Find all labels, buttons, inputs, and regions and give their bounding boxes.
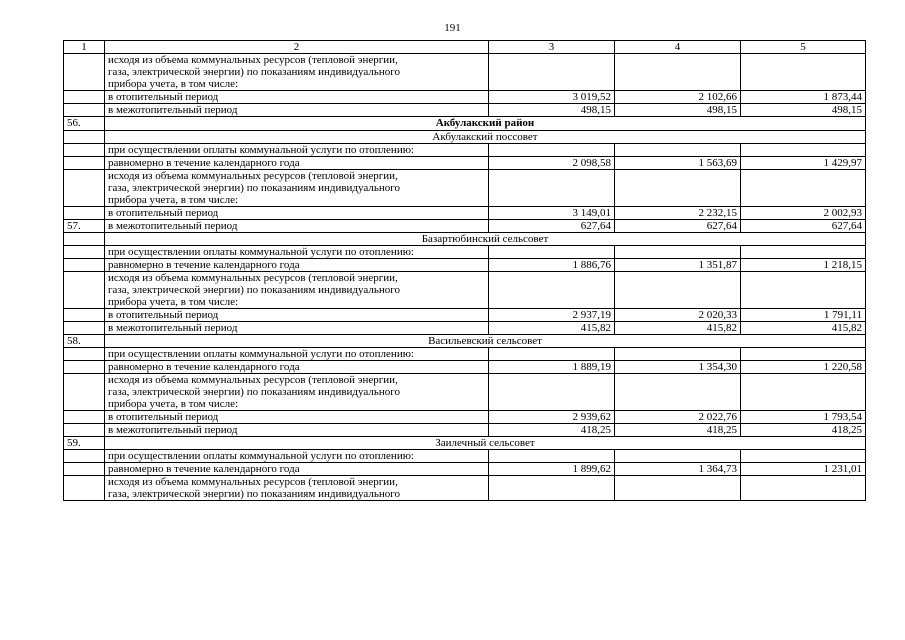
description-row (64, 54, 866, 91)
description-row (64, 476, 866, 501)
value-col-3: 1 899,62 (489, 463, 615, 476)
value-col-3: 415,82 (489, 322, 615, 335)
row-description (105, 348, 489, 361)
description-line: прибора учета, в том числе: (108, 398, 239, 410)
row-number (64, 322, 105, 335)
row-number (64, 272, 105, 309)
value-col-4: 1 351,87 (615, 259, 741, 272)
value-col-4: 498,15 (615, 104, 741, 117)
row-number: 56. (64, 117, 105, 131)
data-row (64, 220, 866, 233)
description-line: газа, электрической энергии) по показаниям индивидуального (108, 182, 400, 194)
empty-cell (489, 54, 615, 91)
column-header: 3 (489, 41, 615, 54)
description-row (64, 144, 866, 157)
value-col-4: 1 563,69 (615, 157, 741, 170)
value-col-3: 1 889,19 (489, 361, 615, 374)
value-col-4: 418,25 (615, 424, 741, 437)
data-row (64, 157, 866, 170)
empty-cell (615, 170, 741, 207)
description-line: газа, электрической энергии) по показаниям индивидуального (108, 284, 400, 296)
empty-cell (615, 348, 741, 361)
row-number (64, 424, 105, 437)
description-row (64, 374, 866, 411)
row-number (64, 259, 105, 272)
description-row (64, 170, 866, 207)
value-col-5: 1 429,97 (741, 157, 866, 170)
row-number (64, 476, 105, 501)
row-label: равномерно в течение календарного года (105, 259, 489, 272)
row-number (64, 348, 105, 361)
description-row (64, 246, 866, 259)
row-label: равномерно в течение календарного года (105, 463, 489, 476)
row-label: равномерно в течение календарного года (105, 157, 489, 170)
description-line: исходя из объема коммунальных ресурсов (тепловой энергии, (108, 374, 398, 386)
value-col-3: 418,25 (489, 424, 615, 437)
column-header: 5 (741, 41, 866, 54)
empty-cell (489, 144, 615, 157)
value-col-3: 3 019,52 (489, 91, 615, 104)
row-number (64, 144, 105, 157)
description-line: при осуществлении оплаты коммунальной услуги по отоплению: (108, 246, 414, 258)
row-number (64, 374, 105, 411)
empty-cell (741, 348, 866, 361)
column-header-row (64, 41, 866, 54)
column-header: 2 (105, 41, 489, 54)
value-col-5: 1 231,01 (741, 463, 866, 476)
empty-cell (615, 374, 741, 411)
description-line: газа, электрической энергии) по показаниям индивидуального (108, 386, 400, 398)
row-number: 57. (64, 220, 105, 233)
row-description (105, 450, 489, 463)
council-row (64, 335, 866, 348)
empty-cell (615, 54, 741, 91)
row-number (64, 157, 105, 170)
row-number: 59. (64, 437, 105, 450)
row-number (64, 170, 105, 207)
row-description (105, 170, 489, 207)
row-label: равномерно в течение календарного года (105, 361, 489, 374)
row-number (64, 207, 105, 220)
empty-cell (489, 374, 615, 411)
row-number (64, 54, 105, 91)
council-title: Базартюбинский сельсовет (105, 233, 866, 246)
value-col-5: 627,64 (741, 220, 866, 233)
row-number (64, 131, 105, 144)
empty-cell (489, 246, 615, 259)
row-description (105, 54, 489, 91)
value-col-4: 1 364,73 (615, 463, 741, 476)
description-line: при осуществлении оплаты коммунальной услуги по отоплению: (108, 348, 414, 360)
data-row (64, 309, 866, 322)
empty-cell (615, 144, 741, 157)
page-number: 191 (444, 22, 461, 34)
value-col-3: 2 098,58 (489, 157, 615, 170)
value-col-5: 2 002,93 (741, 207, 866, 220)
tariff-table (63, 40, 866, 501)
value-col-4: 1 354,30 (615, 361, 741, 374)
value-col-4: 2 102,66 (615, 91, 741, 104)
value-col-3: 2 939,62 (489, 411, 615, 424)
council-title: Васильевский сельсовет (105, 335, 866, 348)
council-row (64, 131, 866, 144)
description-line: при осуществлении оплаты коммунальной услуги по отоплению: (108, 450, 414, 462)
description-row (64, 272, 866, 309)
description-line: исходя из объема коммунальных ресурсов (тепловой энергии, (108, 170, 398, 182)
data-row (64, 361, 866, 374)
row-description (105, 144, 489, 157)
description-line: прибора учета, в том числе: (108, 78, 239, 90)
row-label: в межотопительный период (105, 424, 489, 437)
column-header: 1 (64, 41, 105, 54)
description-line: газа, электрической энергии) по показаниям индивидуального (108, 488, 400, 500)
column-header: 4 (615, 41, 741, 54)
row-description (105, 374, 489, 411)
value-col-3: 498,15 (489, 104, 615, 117)
row-description (105, 272, 489, 309)
data-row (64, 424, 866, 437)
row-label: в отопительный период (105, 309, 489, 322)
empty-cell (741, 476, 866, 501)
data-row (64, 91, 866, 104)
empty-cell (615, 476, 741, 501)
row-number (64, 411, 105, 424)
district-title: Акбулакский район (105, 117, 866, 131)
value-col-5: 1 793,54 (741, 411, 866, 424)
empty-cell (741, 246, 866, 259)
row-label: в отопительный период (105, 91, 489, 104)
empty-cell (489, 272, 615, 309)
value-col-3: 3 149,01 (489, 207, 615, 220)
empty-cell (741, 170, 866, 207)
value-col-5: 1 218,15 (741, 259, 866, 272)
row-description (105, 476, 489, 501)
value-col-4: 2 020,33 (615, 309, 741, 322)
value-col-5: 1 873,44 (741, 91, 866, 104)
description-row (64, 450, 866, 463)
row-description (105, 246, 489, 259)
district-row (64, 117, 866, 131)
empty-cell (489, 170, 615, 207)
description-line: исходя из объема коммунальных ресурсов (тепловой энергии, (108, 476, 398, 488)
value-col-5: 498,15 (741, 104, 866, 117)
council-title: Заилечный сельсовет (105, 437, 866, 450)
description-line: прибора учета, в том числе: (108, 194, 239, 206)
empty-cell (615, 272, 741, 309)
data-row (64, 411, 866, 424)
empty-cell (741, 54, 866, 91)
council-title: Акбулакский поссовет (105, 131, 866, 144)
row-label: в отопительный период (105, 207, 489, 220)
empty-cell (615, 450, 741, 463)
empty-cell (741, 374, 866, 411)
empty-cell (489, 476, 615, 501)
value-col-4: 627,64 (615, 220, 741, 233)
data-row (64, 259, 866, 272)
row-number (64, 246, 105, 259)
row-label: в межотопительный период (105, 220, 489, 233)
description-line: газа, электрической энергии) по показаниям индивидуального (108, 66, 400, 78)
empty-cell (489, 348, 615, 361)
row-number (64, 104, 105, 117)
value-col-5: 418,25 (741, 424, 866, 437)
row-number: 58. (64, 335, 105, 348)
description-line: исходя из объема коммунальных ресурсов (тепловой энергии, (108, 54, 398, 66)
value-col-5: 415,82 (741, 322, 866, 335)
data-row (64, 207, 866, 220)
empty-cell (615, 246, 741, 259)
data-row (64, 104, 866, 117)
value-col-3: 627,64 (489, 220, 615, 233)
row-number (64, 463, 105, 476)
empty-cell (489, 450, 615, 463)
data-row (64, 322, 866, 335)
value-col-4: 2 022,76 (615, 411, 741, 424)
empty-cell (741, 144, 866, 157)
row-number (64, 91, 105, 104)
value-col-5: 1 791,11 (741, 309, 866, 322)
council-row (64, 437, 866, 450)
row-label: в межотопительный период (105, 104, 489, 117)
value-col-3: 2 937,19 (489, 309, 615, 322)
row-label: в отопительный период (105, 411, 489, 424)
row-label: в межотопительный период (105, 322, 489, 335)
description-line: исходя из объема коммунальных ресурсов (тепловой энергии, (108, 272, 398, 284)
data-row (64, 463, 866, 476)
council-row (64, 233, 866, 246)
description-row (64, 348, 866, 361)
value-col-5: 1 220,58 (741, 361, 866, 374)
row-number (64, 361, 105, 374)
row-number (64, 309, 105, 322)
value-col-4: 415,82 (615, 322, 741, 335)
table-body (64, 41, 866, 501)
value-col-4: 2 232,15 (615, 207, 741, 220)
row-number (64, 450, 105, 463)
row-number (64, 233, 105, 246)
empty-cell (741, 450, 866, 463)
description-line: при осуществлении оплаты коммунальной услуги по отоплению: (108, 144, 414, 156)
empty-cell (741, 272, 866, 309)
description-line: прибора учета, в том числе: (108, 296, 239, 308)
value-col-3: 1 886,76 (489, 259, 615, 272)
